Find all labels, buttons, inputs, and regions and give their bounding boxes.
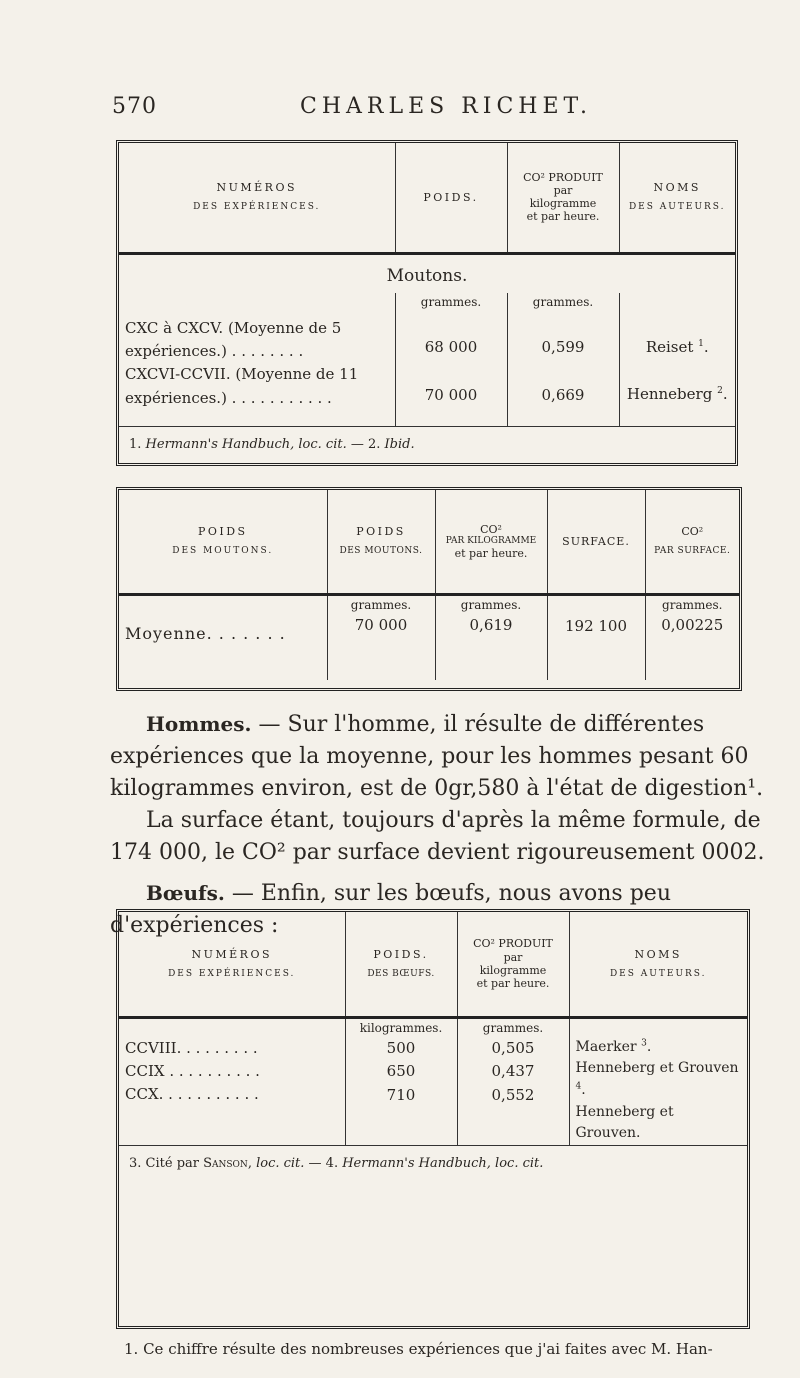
poids-value: 70 000 (424, 385, 478, 404)
author-name: Henneberg $^2$. (626, 385, 728, 404)
co2-value: 0,437 (491, 1062, 535, 1081)
author-name: Henneberg et Grouven $^4$. (575, 1060, 739, 1098)
running-head (0, 94, 800, 134)
col-header-co2-surface: CO² PAR SURFACE. (645, 490, 739, 594)
body-text (110, 708, 768, 942)
table-row-label: CXCVI-CCVII. (Moyenne de 11 expériences.) . . . . . . . . . . . (125, 365, 359, 407)
table-moyenne (116, 487, 742, 691)
row-label: Moyenne. . . . . . . (119, 594, 327, 680)
col-header-co2-kg: CO² PAR KILOGRAMME et par heure. (435, 490, 547, 594)
paragraph-boeufs: Bœufs. — Enfin, sur les bœufs, nous avons peu d'expériences : (110, 881, 671, 938)
surface-value: 192 100 (564, 616, 628, 635)
section-title: Moutons. (386, 265, 468, 286)
row-labels (119, 1017, 345, 1145)
co2-value: 0,599 (541, 338, 585, 357)
col-header-surface: SURFACE. (547, 490, 645, 594)
co2-column: grammes. 0,505 0,437 0,552 (457, 1017, 569, 1145)
table-footnote: 3. Cité par Sanson, loc. cit. — 4. Hermann's Handbuch, loc. cit. (119, 1145, 747, 1212)
paragraph-hommes: Hommes. — Sur l'homme, il résulte de différentes expériences que la moyenne, pour les hommes pesant 60 kilogrammes environ, est de 0gr,580 à l'état de digestion¹. (110, 712, 764, 801)
table-row-label: CCIX . . . . . . . . . . (125, 1061, 260, 1080)
col-header-poids: POIDS. (395, 143, 507, 253)
table-footnote: 1. Hermann's Handbuch, loc. cit. — 2. Ibid. (119, 427, 735, 464)
row-labels (119, 293, 395, 427)
co2-cell: grammes. 0,619 (435, 594, 547, 680)
col-header-poids-b: POIDS DES MOUTONS. (327, 490, 435, 594)
co2-surface-value: 0,00225 (661, 616, 724, 635)
col-header-noms: NOMS DES AUTEURS. (619, 143, 735, 253)
paragraph-surface: La surface étant, toujours d'après la même formule, de 174 000, le CO² par surface devient rigoureusement 0002. (110, 808, 765, 865)
co2-column: grammes. 0,599 0,669 (507, 293, 619, 427)
co2-surface-cell: grammes. 0,00225 (645, 594, 739, 680)
col-header-numeros: NUMÉROS DES EXPÉRIENCES. (119, 143, 395, 253)
author-name: Reiset $^1$. (645, 337, 709, 356)
poids-column: grammes. 68 000 70 000 (395, 293, 507, 427)
table-row-label: CCVIII. . . . . . . . . (125, 1038, 258, 1057)
poids-cell: grammes. 70 000 (327, 594, 435, 680)
col-header-noms: NOMS DES AUTEURS. (569, 912, 747, 1017)
poids-value: 710 (386, 1085, 416, 1104)
page-number: 570 (112, 94, 157, 119)
co2-value: 0,505 (491, 1039, 535, 1058)
co2-value: 0,619 (469, 616, 513, 635)
col-header-poids: POIDS. DES BŒUFS. (345, 912, 457, 1017)
table-row-label: CXC à CXCV. (Moyenne de 5 expériences.) . . . . . . . . (125, 318, 342, 361)
col-header-poids-a: POIDS DES MOUTONS. (119, 490, 327, 594)
co2-value: 0,552 (491, 1085, 535, 1104)
author-name: Henneberg et Grouven. (575, 1103, 674, 1142)
table-boeufs (116, 909, 750, 1329)
poids-value: 500 (386, 1039, 416, 1058)
poids-column: kilogrammes. 500 650 710 (345, 1017, 457, 1145)
surface-cell (547, 594, 645, 680)
running-title: CHARLES RICHET. (300, 94, 592, 119)
author-name: Maerker $^3$. (575, 1037, 652, 1055)
col-header-co2: CO² PRODUIT par kilogramme et par heure. (457, 912, 569, 1017)
auteurs-column (619, 293, 735, 427)
table-moutons (116, 140, 738, 466)
poids-value: 68 000 (424, 338, 478, 357)
poids-value: 70 000 (354, 616, 408, 635)
poids-value: 650 (386, 1062, 416, 1081)
col-header-numeros: NUMÉROS DES EXPÉRIENCES. (119, 912, 345, 1017)
auteurs-column (569, 1017, 747, 1145)
col-header-co2: CO² PRODUIT par kilogramme et par heure. (507, 143, 619, 253)
co2-value: 0,669 (541, 385, 585, 404)
page-footnote: 1. Ce chiffre résulte des nombreuses expériences que j'ai faites avec M. Han- (124, 1340, 713, 1358)
table-row-label: CCX. . . . . . . . . . . (125, 1085, 259, 1103)
